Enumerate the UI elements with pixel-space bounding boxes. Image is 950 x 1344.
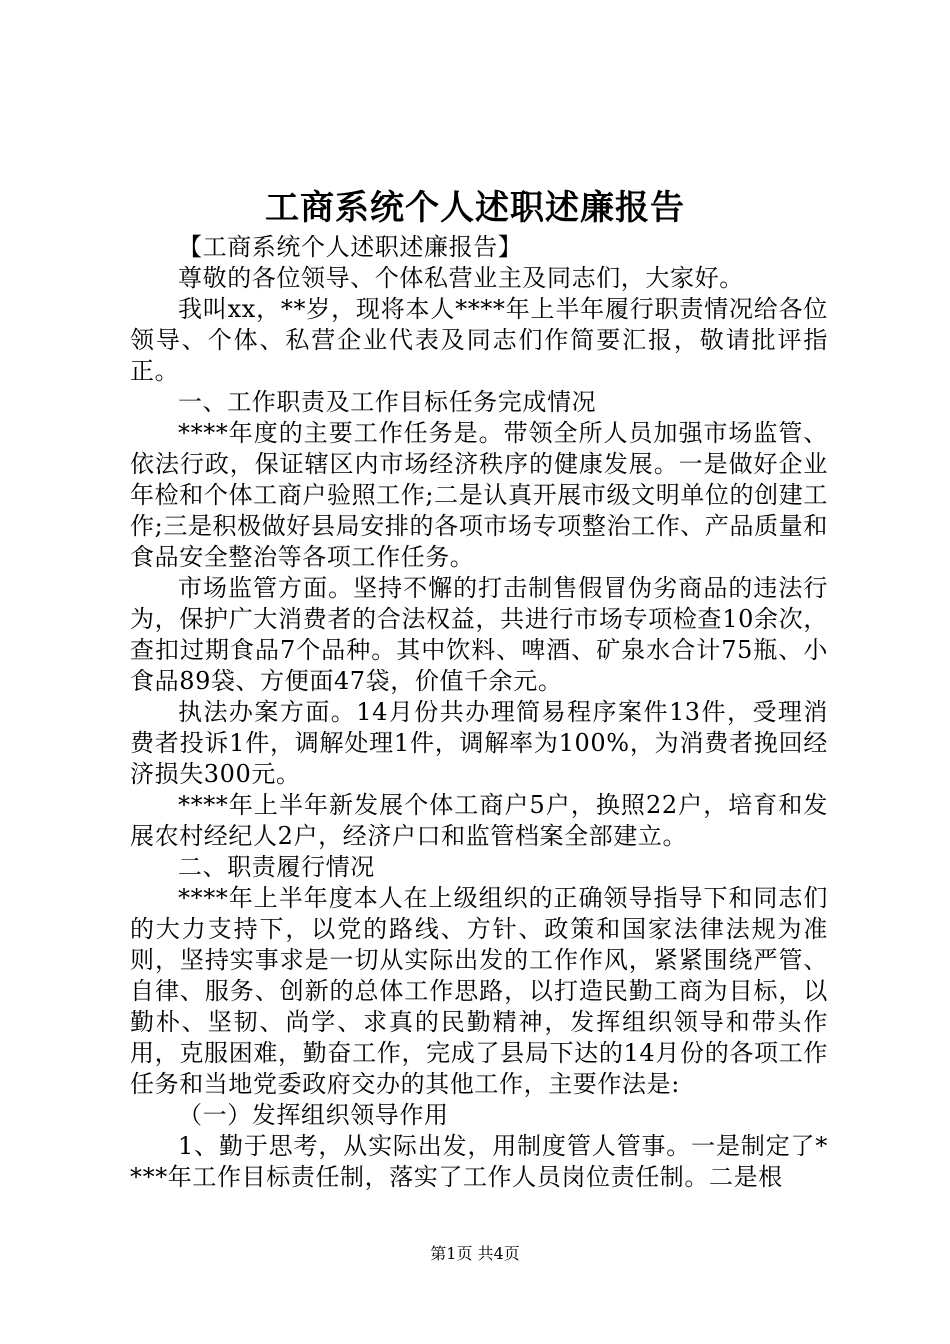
subsection-heading-1: （一）发挥组织领导作用 <box>178 1101 449 1129</box>
paragraph-main-tasks: ****年度的主要工作任务是。带领全所人员加强市场监管、依法行政，保证辖区内市场经济秩序的健康发展。一是做好企业年检和个体工商户验照工作;二是认真开展市级文明单位的创建工作;三是积极做好县局安排的各项市场专项整治工作、产品质量和食品安全整治等各项工作任务。 <box>130 419 828 571</box>
document-body <box>130 232 828 1193</box>
paragraph-item-1: 1、勤于思考，从实际出发，用制度管人管事。一是制定了****年工作目标责任制，落实了工作人员岗位责任制。二是根 <box>130 1132 828 1191</box>
paragraph-report-heading: 【工商系统个人述职述廉报告】 <box>178 233 523 261</box>
page-number-footer: 第1页 共4页 <box>430 1244 520 1263</box>
paragraph-law-enforcement: 执法办案方面。14月份共办理简易程序案件13件，受理消费者投诉1件，调解处理1件，调解率为100%，为消费者挽回经济损失300元。 <box>130 698 828 788</box>
document-title: 工商系统个人述职述廉报告 <box>265 188 685 228</box>
section-heading-1: 一、工作职责及工作目标任务完成情况 <box>178 388 597 416</box>
paragraph-introduction: 我叫xx，**岁，现将本人****年上半年履行职责情况给各位领导、个体、私营企业代表及同志们作简要汇报，敬请批评指正。 <box>130 295 828 385</box>
paragraph-duty-performance: ****年上半年度本人在上级组织的正确领导指导下和同志们的大力支持下，以党的路线、方针、政策和国家法律法规为准则，坚持实事求是一切从实际出发的工作作风，紧紧围绕严管、自律、服务、创新的总体工作思路，以打造民勤工商为目标，以勤朴、坚韧、尚学、求真的民勤精神，发挥组织领导和带头作用，克服困难，勤奋工作，完成了县局下达的14月份的各项工作任务和当地党委政府交办的其他工作，主要作法是: <box>130 884 828 1098</box>
section-heading-2: 二、职责履行情况 <box>178 853 375 881</box>
paragraph-greeting: 尊敬的各位领导、个体私营业主及同志们，大家好。 <box>178 264 744 292</box>
paragraph-new-businesses: ****年上半年新发展个体工商户5户，换照22户，培育和发展农村经纪人2户，经济户口和监管档案全部建立。 <box>130 791 828 850</box>
paragraph-market-supervision: 市场监管方面。坚持不懈的打击制售假冒伪劣商品的违法行为，保护广大消费者的合法权益，共进行市场专项检查10余次，查扣过期食品7个品种。其中饮料、啤酒、矿泉水合计75瓶、小食品89袋、方便面47袋，价值千余元。 <box>130 574 828 695</box>
